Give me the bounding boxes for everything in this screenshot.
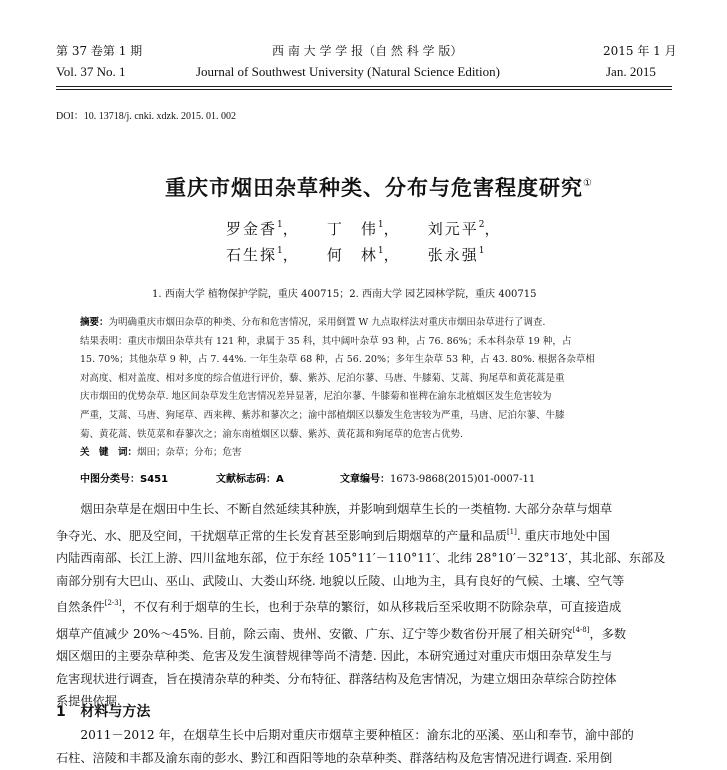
classification-line (80, 470, 168, 485)
abstract-line: 结果表明：重庆市烟田杂草共有 121 种，隶属于 35 科，其中阔叶杂草 93 种，占 76. 86%；禾本科杂草 19 种，占 (80, 335, 572, 347)
keywords-label: 关 键 词： (80, 447, 138, 459)
abstract-line: 庆市烟田的优势杂草. 地区间杂草发生危害情况差异显著，尼泊尔蓼、牛膝菊和崔稗在渝东北植烟区发生危害较为 (80, 391, 552, 403)
issue-date-en: Jan. 2015 (606, 64, 656, 79)
body-line: 内陆西南部、长江上游、四川盆地东部，位于东经 105°11′－110°11′、北纬 28°10′－32°13′，其北部、东部及 (56, 551, 666, 565)
doc-code (216, 470, 284, 485)
abstract-line: 15. 70%；其他杂草 9 种，占 7. 44%. 一年生杂草 68 种，占 56. 20%；多年生杂草 53 种，占 43. 80%. 根据各杂草相 (80, 354, 595, 366)
journal-name-en: Journal of Southwest University (Natural Science Edition) (196, 64, 500, 79)
section-heading (56, 701, 150, 721)
body-text: 争夺光、水、肥及空间，干扰烟草正常的生长发育甚至影响到后期烟草的产量和品质 (56, 528, 507, 543)
author-sep: ， (383, 220, 401, 238)
section-1-body (56, 724, 676, 769)
section-title: 材料与方法 (80, 704, 151, 720)
body-line: 2011－2012 年，在烟草生长中后期对重庆市烟草主要种植区：渝东北的巫溪、巫山和奉节，渝中部的 (56, 728, 634, 742)
author-name: 刘元平 (427, 220, 479, 238)
issue-date-cn: 2015 年 1 月 (603, 44, 677, 58)
abstract-label: 摘要： (80, 317, 109, 328)
abstract-line (80, 314, 676, 333)
paper-title (165, 172, 593, 202)
body-line: 石柱、涪陵和丰都及渝东南的彭水、黔江和酉阳等地的杂草种类、群落结构及危害情况进行调查. 采用倒 (56, 750, 613, 765)
body-line: 烟区烟田的主要杂草种类、危害及发生演替规律等尚不清楚. 因此，本研究通过对重庆市烟田杂草发生与 (56, 649, 613, 663)
paper-title-text: 重庆市烟田杂草种类、分布与危害程度研究 (165, 176, 583, 200)
abstract-line: 对高度、相对盖度、相对多度的综合值进行评价，藜、紫苏、尼泊尔蓼、马唐、牛膝菊、艾蒿、狗尾草和黄花蒿是重 (80, 372, 565, 384)
author-line-1 (226, 218, 501, 239)
header-rule-top (56, 86, 672, 87)
author-sep: ， (383, 246, 401, 264)
author-line-2 (226, 244, 484, 265)
body-text: ，不仅有利于烟草的生长，也利于杂草的繁衍，如从移栽后至采收期不防除杂草，可直接造成 (121, 600, 622, 614)
clc-label: 中图分类号： (80, 474, 140, 485)
author-name: 石生探 (226, 246, 278, 264)
keywords-line (80, 444, 676, 463)
journal-name-cn: 西 南 大 学 学 报（自 然 科 学 版） (272, 44, 463, 58)
title-footnote-mark: ① (583, 178, 593, 189)
body-line: 烟田杂草是在烟田中生长、不断自然延续其种族，并影响到烟草生长的一类植物. 大部分杂草与烟草 (56, 502, 613, 516)
introduction (56, 498, 676, 713)
article-number (340, 470, 535, 485)
citation: [2-3] (104, 599, 122, 607)
header-rule-bottom (56, 89, 672, 90)
body-text: ，多数 (589, 626, 627, 641)
body-text: 烟草产值减少 20%～45%. 目前，除云南、贵州、安徽、广东、辽宁等少数省份开展了相关研究 (56, 626, 573, 641)
author-name: 何 林 (326, 246, 378, 264)
author-affil-mark: 1 (478, 246, 485, 256)
abstract-line: 严重，艾蒿、马唐、狗尾草、西来稗、紫苏和蓼次之；渝中部植烟区以藜发生危害较为严重，马唐、尼泊尔蓼、牛膝 (80, 409, 565, 421)
author-sep: ， (484, 220, 502, 238)
section-number: 1 (56, 704, 66, 720)
citation: [1] (506, 527, 517, 536)
author-affil-mark: 2 (478, 220, 485, 230)
author-name: 丁 伟 (326, 220, 378, 238)
author-affil-mark: 1 (277, 246, 283, 256)
body-text: . 重庆市地处中国 (516, 528, 610, 543)
keywords-text: 烟田；杂草；分布；危害 (137, 447, 242, 459)
author-sep: ， (282, 246, 300, 264)
article-label: 文章编号： (340, 474, 390, 485)
article-value: 1673-9868(2015)01-0007-11 (390, 474, 536, 485)
body-line (56, 521, 676, 548)
body-line (56, 592, 676, 619)
author-name: 张永强 (427, 246, 479, 264)
doc-value: A (276, 474, 284, 485)
abstract-text: 为明确重庆市烟田杂草的种类、分布和危害情况，采用倒置 W 九点取样法对重庆市烟田杂草进行了调查. (108, 317, 546, 328)
affiliation: 1. 西南大学 植物保护学院，重庆 400715；2. 西南大学 园艺园林学院，重庆 400715 (152, 289, 537, 300)
abstract (80, 314, 676, 463)
body-line: 系提供依据. (56, 694, 121, 708)
abstract-line: 菊、黄花蒿、铁苋菜和春蓼次之；渝东南植烟区以藜、紫苏、黄花蒿和狗尾草的危害占优势. (80, 428, 464, 440)
author-name: 罗金香 (226, 220, 278, 238)
citation: [4-8] (572, 625, 590, 634)
body-line: 危害现状进行调查，旨在摸清杂草的种类、分布特征、群落结构及危害情况，为建立烟田杂草综合防控体 (56, 671, 617, 686)
body-line: 南部分别有大巴山、巫山、武陵山、大娄山环绕. 地貌以丘陵、山地为主，具有良好的气候、土壤、空气等 (56, 573, 625, 588)
body-line (56, 619, 676, 646)
author-affil-mark: 1 (377, 220, 384, 230)
volume-issue-en: Vol. 37 No. 1 (56, 64, 126, 79)
body-text: 自然条件 (56, 600, 105, 614)
author-affil-mark: 1 (277, 220, 283, 230)
doi: DOI：10. 13718/j. cnki. xdzk. 2015. 01. 002 (56, 111, 236, 122)
author-sep: ， (282, 220, 300, 238)
clc-value: S451 (140, 474, 169, 485)
volume-issue-cn: 第 37 卷第 1 期 (56, 44, 143, 58)
author-affil-mark: 1 (377, 246, 384, 256)
doc-label: 文献标志码： (216, 474, 276, 485)
